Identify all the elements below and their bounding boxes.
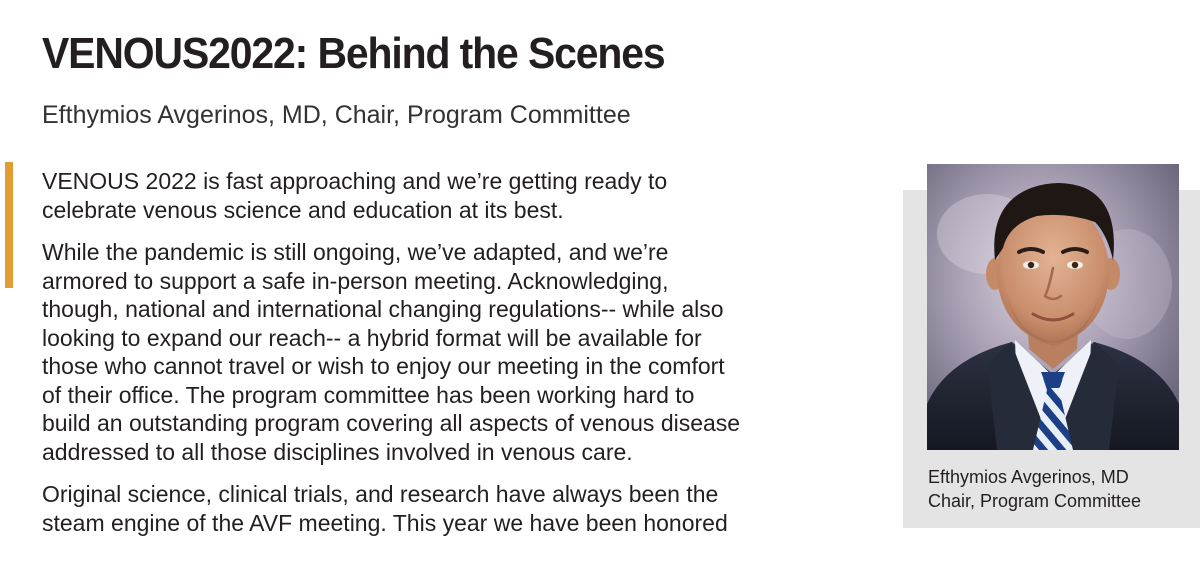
photo-caption: Efthymios Avgerinos, MD Chair, Program Committee xyxy=(928,467,1142,511)
article-paragraph: Original science, clinical trials, and research have always been the steam engine of the AVF meeting. This year we have been honored xyxy=(42,481,728,536)
article-paragraph: VENOUS 2022 is fast approaching and we’re getting ready to celebrate venous science and education at its best. xyxy=(42,168,668,223)
pull-accent-bar xyxy=(5,162,13,288)
article-body xyxy=(42,167,832,551)
author-portrait xyxy=(927,164,1179,450)
article-title: VENOUS2022: Behind the Scenes xyxy=(42,29,665,78)
article-paragraph: While the pandemic is still ongoing, we’ve adapted, and we’re armored to support a safe in-person meeting. Acknowledging, though, national and international changing regulations-- while also looking to expand our reach-- a hybrid format will be available for those who cannot travel or wish to enjoy our meeting in the comfort of their office. The program committee has been working hard to build an outstanding program covering all aspects of venous disease addressed to all those disciplines involved in venous care. xyxy=(42,239,741,465)
article-byline: Efthymios Avgerinos, MD, Chair, Program Committee xyxy=(42,101,631,129)
